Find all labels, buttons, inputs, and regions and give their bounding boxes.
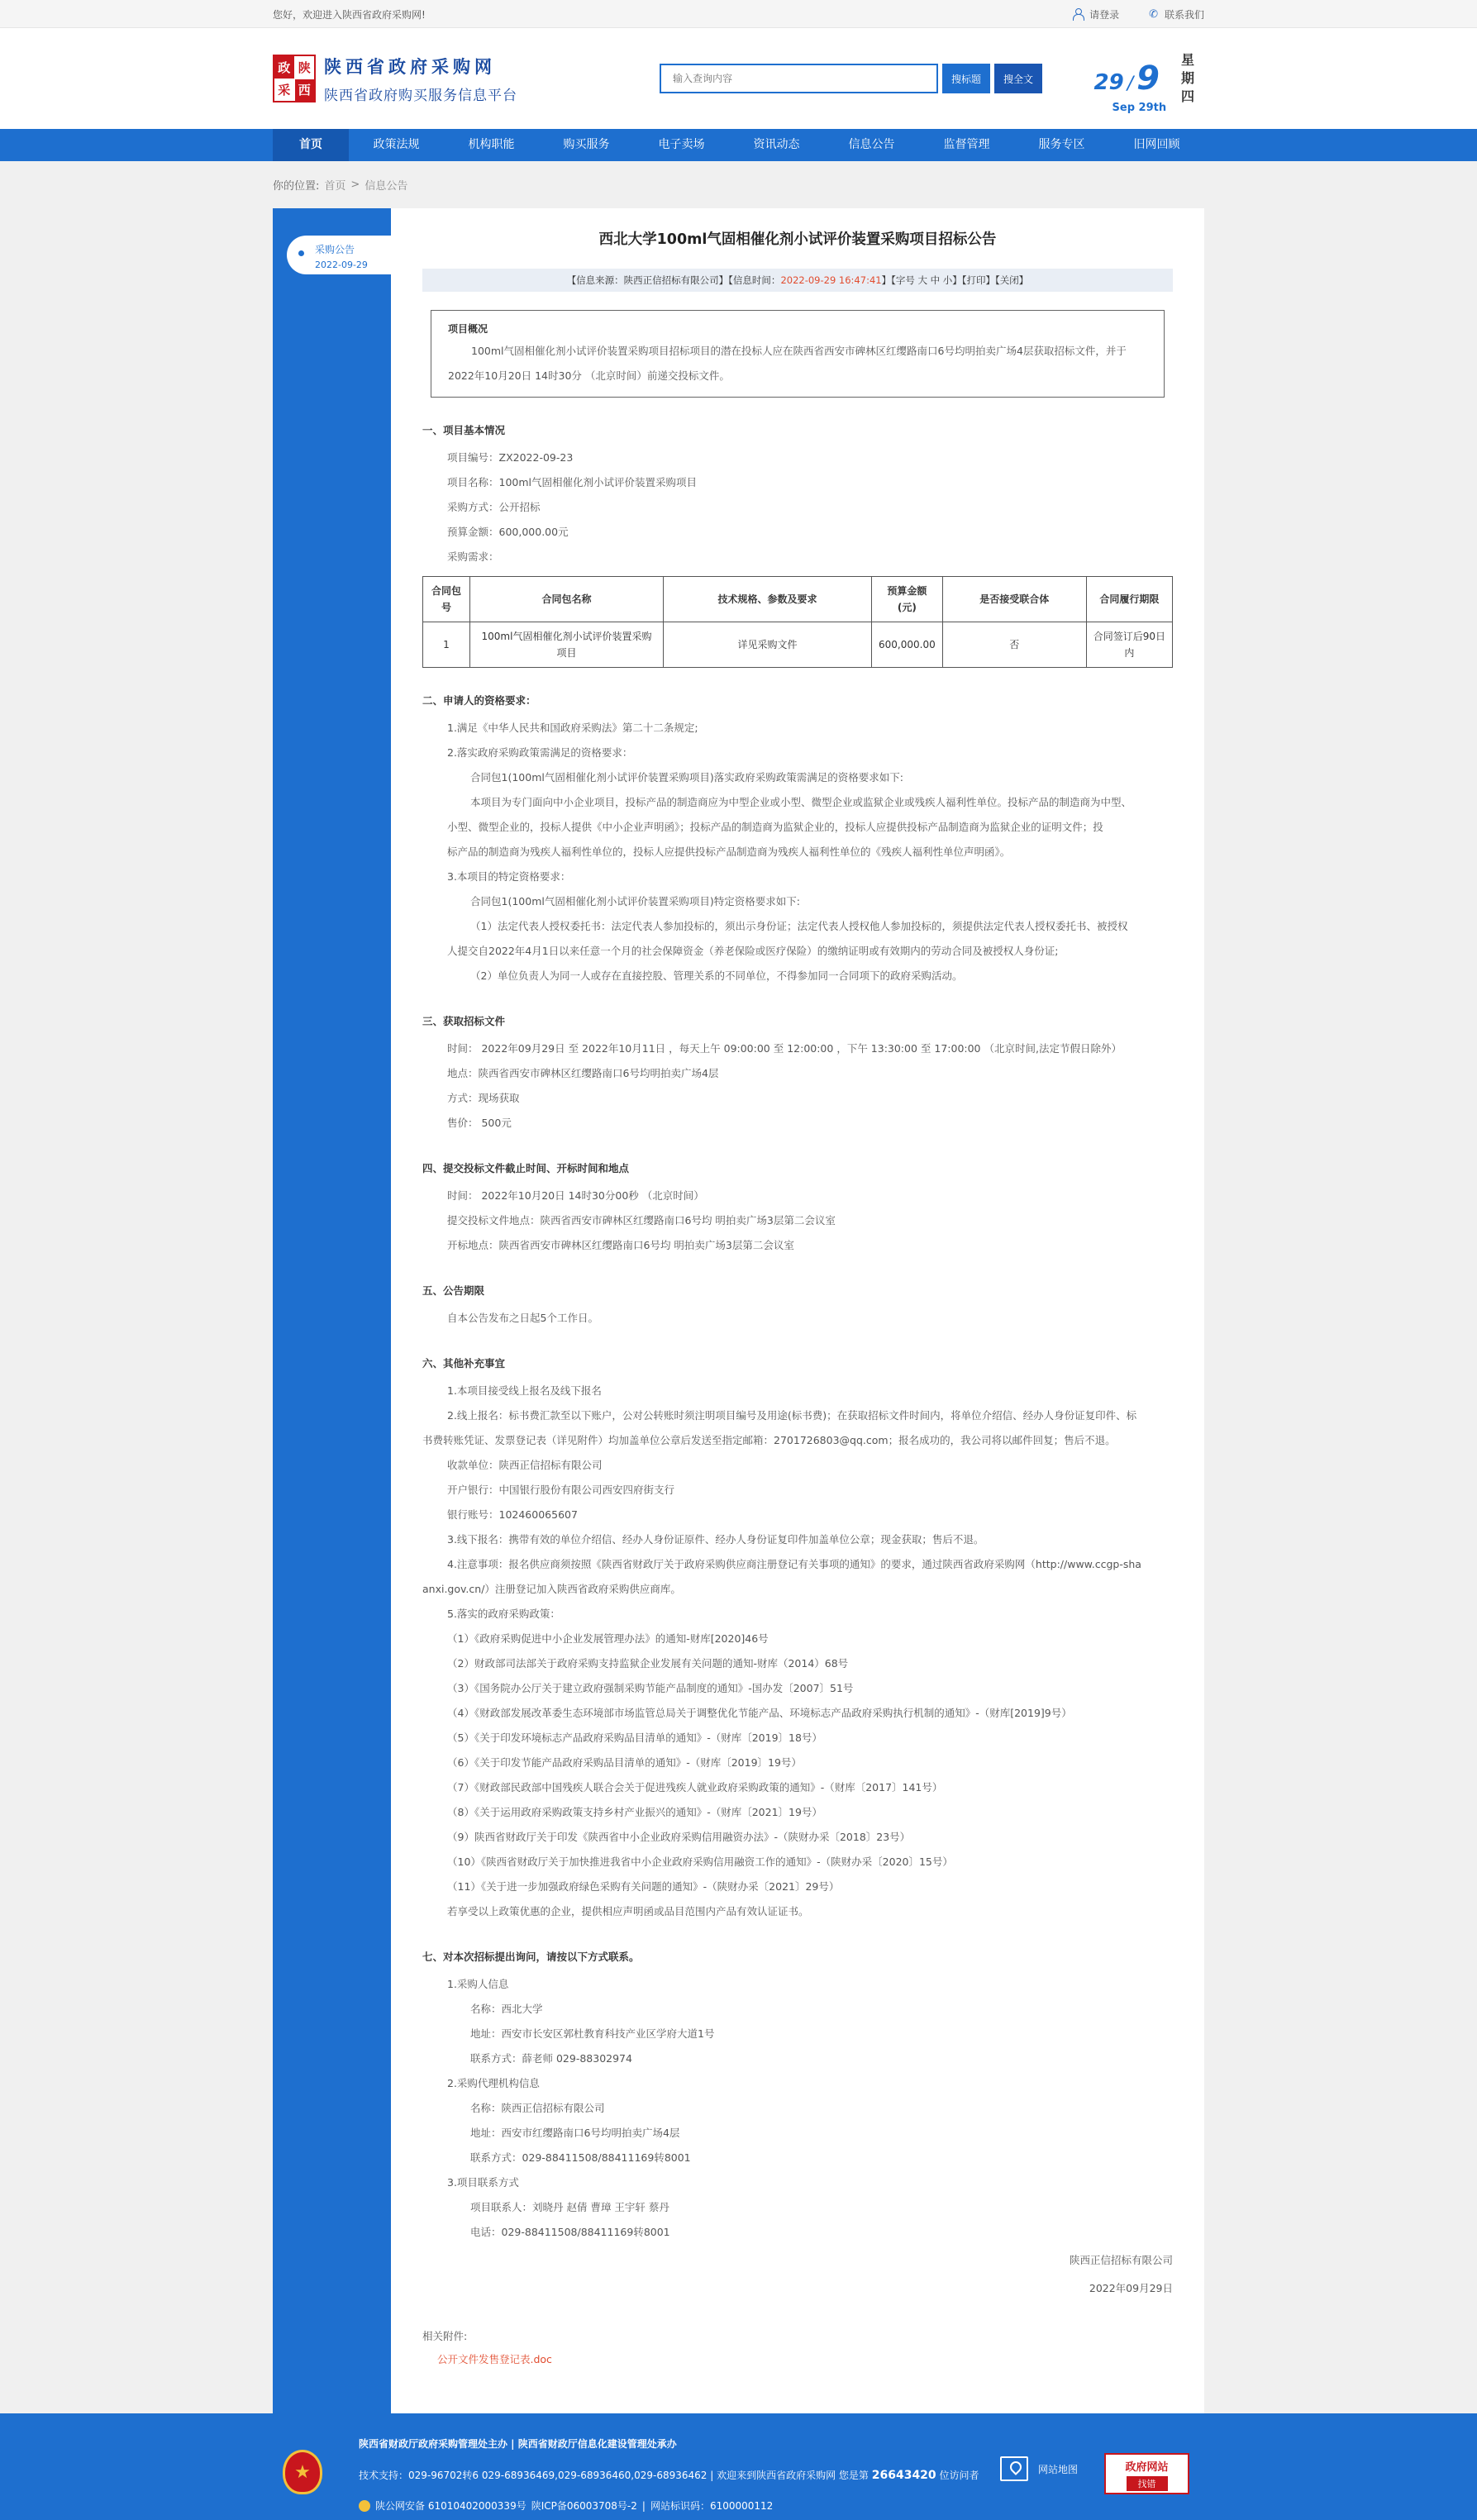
policy-item: （7）《财政部民政部中国残疾人联合会关于促进残疾人就业政府采购政策的通知》-（财库〔2017〕141号） bbox=[447, 1781, 943, 1794]
info-tools[interactable]: 】【字号 大 中 小】【打印】【关闭】 bbox=[881, 274, 1029, 286]
date-en: Sep 29th bbox=[1112, 102, 1167, 114]
breadcrumb-current[interactable]: 信息公告 bbox=[364, 180, 408, 193]
policy-item: （1）《政府采购促进中小企业发展管理办法》的通知-财库[2020]46号 bbox=[447, 1632, 769, 1645]
project-overview-box: 项目概况 100ml气固相催化剂小试评价装置采购项目招标项目的潜在投标人应在陕西省西安市碑林区红缨路南口6号均明拍卖广场4层获取招标文件，并于2022年10月20日 14时30分 （北京时间）前递交投标文件。 bbox=[431, 310, 1165, 398]
info-bar: 【信息来源：陕西正信招标有限公司】【信息时间： 2022-09-29 16:47:41 】【字号 大 中 小】【打印】【关闭】 bbox=[422, 269, 1173, 292]
visitor-count: 26643420 bbox=[871, 2469, 936, 2482]
section-4-title: 四、提交投标文件截止时间、开标时间和地点 bbox=[422, 1162, 630, 1174]
phone-icon: ✆ bbox=[1149, 7, 1158, 21]
table-header-row: 合同包号 合同包名称 技术规格、参数及要求 预算金额(元) 是否接受联合体 合同履行期限 bbox=[423, 577, 1173, 622]
date-day: 29 bbox=[1093, 70, 1124, 95]
sidebar-tab-procurement[interactable]: 采购公告 2022-09-29 bbox=[287, 236, 392, 274]
search-bar bbox=[660, 64, 1042, 93]
site-footer bbox=[0, 2413, 1477, 2520]
policy-item: （11）《关于进一步加强政府绿色采购有关问题的通知》-（陕财办采〔2021〕29号） bbox=[447, 1880, 840, 1893]
icp-link[interactable]: 陕ICP备06003708号-2 bbox=[531, 2500, 637, 2512]
date-widget: 29 / 9 Sep 29th 星期四 bbox=[1093, 52, 1195, 114]
nav-policy[interactable]: 政策法规 bbox=[373, 138, 420, 151]
section-2-title: 二、申请人的资格要求： bbox=[422, 694, 536, 707]
nav-e-mall[interactable]: 电子卖场 bbox=[658, 138, 705, 151]
signature-company: 陕西正信招标有限公司 bbox=[1069, 2254, 1173, 2266]
sidebar-tab-date: 2022-09-29 bbox=[315, 260, 368, 270]
police-badge-icon bbox=[359, 2500, 370, 2512]
footer-records: 陕公网安备 61010402000339号 陕ICP备06003708号-2 | 网站标识码：6100000112 bbox=[359, 2499, 773, 2513]
nav-announcements[interactable]: 信息公告 bbox=[848, 138, 895, 151]
sidebar bbox=[273, 208, 391, 2422]
weekday: 星期四 bbox=[1181, 52, 1195, 104]
policy-item: （8）《关于运用政府采购政策支持乡村产业振兴的通知》-（财库〔2021〕19号） bbox=[447, 1806, 822, 1818]
article: 西北大学100ml气固相催化剂小试评价装置采购项目招标公告 【信息来源：陕西正信招标有限公司】【信息时间： 2022-09-29 16:47:41 】【字号 大 中 小】【打印】【关闭】 项目概况 100ml气固相催化剂小试评价装置采购项目招标项目的潜在投标人应在陕西省西安市碑林区红缨路南口6号均明拍卖广场4层获取招标文件，并于2022年10月20日 14时30分 （北京时间）前递交投标文件。 一、项目基本情况 项目编号：ZX2022-09-23 项目名称：100ml气固相催化剂小试评价装置采购项目 采购方式：公开招标 预算金额：600,000.00元 采购需求： 合同包号 合同包名称 技术规格、参数及要求 预算金额(元) 是否接受联合体 合同履行期限 1 100ml气固相催化剂小试评价装置采购项目 详见采购文件 600,000.00 否 合同签订后90日内 二、申请人的资格要求： 1.满足《中华人民共和国政府采购法》第二十二条规定; 2.落实政府采购政策需满足的资格要求： 合同包1(100ml气固相催化剂小试评价装置采购项目)落实政府采购政策需满足的资格要求如下: 本项目为专门面向中小企业项目，投标产品的制造商应为中型企业或小型、微型企业或监狱企业或残疾人福利性单位。投标产品的制造商为中型、 小型、微型企业的，投标人提供《中小企业声明函》；投标产品的制造商为监狱企业的，投标人应提供投标产品制造商为监狱企业的证明文件；投 标产品的制造商为残疾人福利性单位的，投标人应提供投标产品制造商为残疾人福利性单位的《残疾人福利性单位声明函》。 3.本项目的特定资格要求： 合同包1(100ml气固相催化剂小试评价装置采购项目)特定资格要求如下: （1）法定代表人授权委托书：法定代表人参加投标的，须出示身份证；法定代表人授权他人参加投标的，须提供法定代表人授权委托书、被授权 人提交自2022年4月1日以来任意一个月的社会保障资金（养老保险或医疗保险）的缴纳证明或有效期内的劳动合同及被授权人身份证; （2）单位负责人为同一人或存在直接控股、管理关系的不同单位，不得参加同一合同项下的政府采购活动。 三、获取招标文件 时间： 2022年09月29日 至 2022年10月11日 ，每天上午 09:00:00 至 12:00:00 ，下午 13:30:00 至 17:00:00 （北京时间,法定节假日除外） 地点：陕西省西安市碑林区红缨路南口6号均明拍卖广场4层 方式：现场获取 售价： 500元 四、提交投标文件截止时间、开标时间和地点 时间： 2022年10月20日 14时30分00秒 （北京时间） 提交投标文件地点：陕西省西安市碑林区红缨路南口6号均 明拍卖广场3层第二会议室 开标地点：陕西省西安市碑林区红缨路南口6号均 明拍卖广场3层第二会议室 五、公告期限 自本公告发布之日起5个工作日。 六、其他补充事宜 1.本项目接受线上报名及线下报名 2.线上报名：标书费汇款至以下账户，公对公转账时须注明项目编号及用途(标书费)；在获取招标文件时间内，将单位介绍信、经办人身份证复印件、标 书费转账凭证、发票登记表（详见附件）均加盖单位公章后发送至指定邮箱：2701726803@qq.com；报名成功的，我公司将以邮件回复；售后不退。 收款单位：陕西正信招标有限公司 开户银行：中国银行股份有限公司西安四府街支行 银行账号：102460065607 3.线下报名：携带有效的单位介绍信、经办人身份证原件、经办人身份证复印件加盖单位公章；现金获取；售后不退。 4.注意事项：报名供应商须按照《陕西省财政厅关于政府采购供应商注册登记有关事项的通知》的要求，通过陕西省政府采购网（http://www.ccgp-sha anxi.gov.cn/）注册登记加入陕西省政府采购供应商库。 5.落实的政府采购政策： （1）《政府采购促进中小企业发展管理办法》的通知-财库[2020]46号 （2）财政部司法部关于政府采购支持监狱企业发展有关问题的通知-财库（2014）68号 （3）《国务院办公厅关于建立政府强制采购节能产品制度的通知》-国办发〔2007〕51号 （4）《财政部发展改革委生态环境部市场监管总局关于调整优化节能产品、环境标志产品政府采购执行机制的通知》-（财库[2019]9号） （5）《关于印发环境标志产品政府采购品目清单的通知》-（财库〔2019〕18号） （6）《关于印发节能产品政府采购品目清单的通知》-（财库〔2019〕19号） （7）《财政部民政部中国残疾人联合会关于促进残疾人就业政府采购政策的通知》-（财库〔2017〕141号） （8）《关于运用政府采购政策支持乡村产业振兴的通知》-（财库〔2021〕19号） （9）陕西省财政厅关于印发《陕西省中小企业政府采购信用融资办法》-（陕财办采〔2018〕23号） （10）《陕西省财政厅关于加快推进我省中小企业政府采购信用融资工作的通知》-（陕财办采〔2020〕15号） （11）《关于进一步加强政府绿色采购有关问题的通知》-（陕财办采〔2021〕29号） 若享受以上政策优惠的企业，提供相应声明函或品目范围内产品有效认证证书。 七、对本次招标提出询问，请按以下方式联系。 1.采购人信息 名称：西北大学 地址：西安市长安区郭杜教育科技产业区学府大道1号 联系方式：薛老师 029-88302974 2.采购代理机构信息 名称：陕西正信招标有限公司 地址：西安市红缨路南口6号均明拍卖广场4层 联系方式：029-88411508/88411169转8001 3.项目联系方式 项目联系人：刘晓丹 赵倩 曹璋 王宇轩 蔡丹 电话：029-88411508/88411169转8001 陕西正信招标有限公司 2022年09月29日 相关附件: 公开文件发售登记表.doc bbox=[391, 208, 1204, 2422]
policy-item: （4）《财政部发展改革委生态环境部市场监管总局关于调整优化节能产品、环境标志产品政府采购执行机制的通知》-（财库[2019]9号） bbox=[447, 1707, 1072, 1719]
section-6-title: 六、其他补充事宜 bbox=[422, 1357, 506, 1370]
search-title-button[interactable]: 搜标题 bbox=[942, 64, 990, 93]
report-error-badge[interactable]: 政府网站 找错 bbox=[1104, 2453, 1189, 2494]
sitemap-link[interactable]: 网站地图 bbox=[1000, 2456, 1078, 2481]
section-7-title: 七、对本次招标提出询问，请按以下方式联系。 bbox=[422, 1951, 640, 1963]
breadcrumb: 你的位置: 首页 > 信息公告 bbox=[273, 179, 408, 193]
welcome-text: 您好，欢迎进入陕西省政府采购网! bbox=[273, 8, 426, 21]
footer-sponsor: 陕西省财政厅政府采购管理处主办 | 陕西省财政厅信息化建设管理处承办 bbox=[359, 2438, 677, 2450]
site-header bbox=[0, 28, 1477, 129]
nav-old-site[interactable]: 旧网回顾 bbox=[1133, 138, 1180, 151]
logo-title: 陕西省政府采购网 bbox=[324, 56, 496, 77]
nav-institution[interactable]: 机构职能 bbox=[468, 138, 515, 151]
logo-mark: 政 陕 采 西 bbox=[273, 55, 316, 102]
policy-item: （9）陕西省财政厅关于印发《陕西省中小企业政府采购信用融资办法》-（陕财办采〔2018〕23号） bbox=[447, 1831, 911, 1843]
attachment-link[interactable]: 公开文件发售登记表.doc bbox=[437, 2353, 552, 2365]
policy-item: （10）《陕西省财政厅关于加快推进我省中小企业政府采购信用融资工作的通知》-（陕财办采〔2020〕15号） bbox=[447, 1855, 953, 1868]
party-emblem-icon: ★ bbox=[283, 2450, 322, 2494]
nav-service-zone[interactable]: 服务专区 bbox=[1038, 138, 1085, 151]
table-row: 1 100ml气固相催化剂小试评价装置采购项目 详见采购文件 600,000.00 否 合同签订后90日内 bbox=[423, 622, 1173, 668]
user-icon bbox=[1073, 8, 1083, 20]
breadcrumb-home[interactable]: 首页 bbox=[324, 180, 346, 193]
search-fulltext-button[interactable]: 搜全文 bbox=[994, 64, 1042, 93]
info-time: 2022-09-29 16:47:41 bbox=[780, 274, 882, 286]
main-nav bbox=[0, 129, 1477, 161]
nav-purchase-service[interactable]: 购买服务 bbox=[563, 138, 610, 151]
search-input[interactable] bbox=[660, 64, 938, 93]
nav-supervision[interactable]: 监督管理 bbox=[943, 138, 990, 151]
policy-item: （6）《关于印发节能产品政府采购品目清单的通知》-（财库〔2019〕19号） bbox=[447, 1756, 802, 1769]
section-5-title: 五、公告期限 bbox=[422, 1284, 485, 1297]
map-icon bbox=[1000, 2456, 1028, 2481]
section-1-title: 一、项目基本情况 bbox=[422, 424, 506, 436]
requirements-table bbox=[422, 576, 1173, 668]
attachments-label: 相关附件: bbox=[422, 2330, 468, 2342]
policy-item: （2）财政部司法部关于政府采购支持监狱企业发展有关问题的通知-财库（2014）68号 bbox=[447, 1657, 849, 1670]
site-logo[interactable] bbox=[273, 54, 653, 104]
policy-item: （3）《国务院办公厅关于建立政府强制采购节能产品制度的通知》-国办发〔2007〕51号 bbox=[447, 1682, 854, 1694]
footer-support: 技术支持：029-96702转6 029-68936469,029-68936460,029-68936462 | 欢迎来到陕西省政府采购网 您是第 26643420 位访问者 bbox=[359, 2469, 979, 2482]
date-month: 9 bbox=[1136, 60, 1160, 98]
page-title: 西北大学100ml气固相催化剂小试评价装置采购项目招标公告 bbox=[598, 231, 997, 248]
login-link[interactable]: 请登录 bbox=[1073, 7, 1119, 21]
gongan-link[interactable]: 陕公网安备 61010402000339号 bbox=[375, 2500, 526, 2512]
contact-link[interactable]: ✆ 联系我们 bbox=[1149, 7, 1204, 21]
policy-item: （5）《关于印发环境标志产品政府采购品目清单的通知》-（财库〔2019〕18号） bbox=[447, 1732, 822, 1744]
nav-home[interactable]: 首页 bbox=[273, 129, 349, 161]
top-bar bbox=[0, 0, 1477, 28]
signature-date: 2022年09月29日 bbox=[1089, 2282, 1173, 2294]
section-3-title: 三、获取招标文件 bbox=[422, 1015, 506, 1027]
nav-news[interactable]: 资讯动态 bbox=[753, 138, 800, 151]
logo-subtitle: 陕西省政府购买服务信息平台 bbox=[324, 87, 517, 104]
